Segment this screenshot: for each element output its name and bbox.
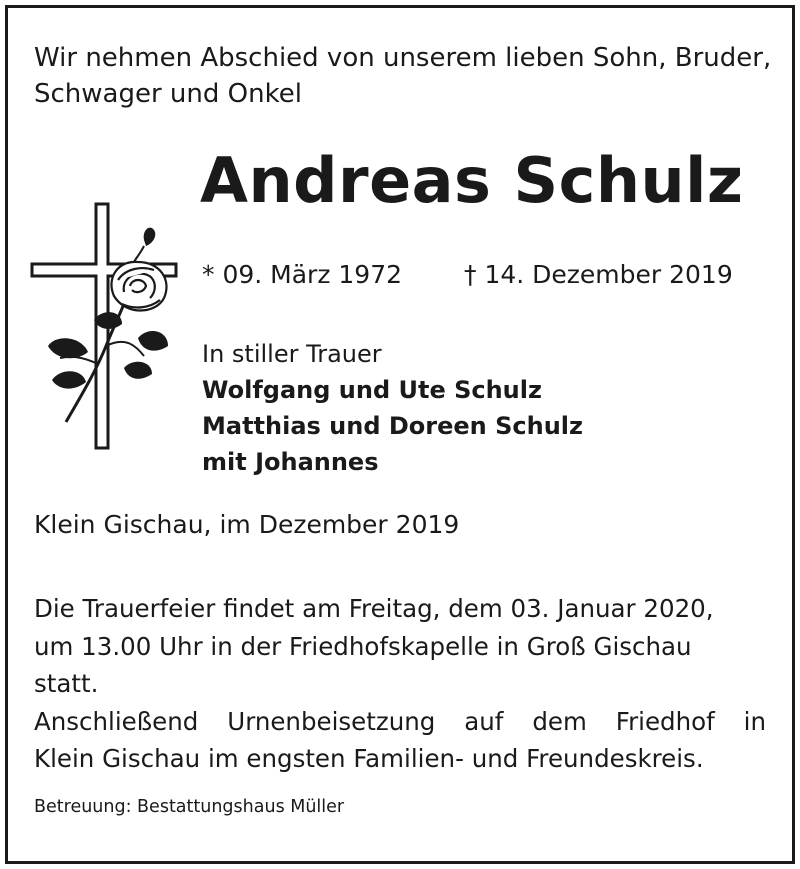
ceremony-line: Die Trauerfeier findet am Freitag, dem 03. Januar 2020,: [34, 594, 714, 623]
intro-text: [34, 40, 771, 112]
place-and-date: Klein Gischau, im Dezember 2019: [34, 510, 460, 539]
leaf-icon: [52, 371, 86, 388]
rose-bud-icon: [144, 228, 156, 246]
rose-branch: [106, 342, 144, 356]
leaf-icon: [124, 362, 152, 379]
death-date: † 14. Dezember 2019: [464, 260, 733, 289]
funeral-home-credit: Betreuung: Bestattungshaus Müller: [34, 797, 345, 817]
ceremony-text: [34, 590, 766, 778]
cross-with-rose-icon: [26, 196, 186, 456]
birth-date: * 09. März 1972: [202, 260, 403, 289]
intro-line-2: Schwager und Onkel: [34, 79, 302, 109]
mourner-line: mit Johannes: [202, 448, 379, 476]
ceremony-line: Anschließend Urnenbeisetzung auf dem Friedhof in: [34, 706, 766, 736]
ceremony-line: um 13.00 Uhr in der Friedhofskapelle in Groß Gischau: [34, 631, 692, 661]
mourner-line: Wolfgang und Ute Schulz: [202, 376, 542, 404]
ceremony-line: Klein Gischau im engsten Familien- und Freundeskreis.: [34, 744, 704, 773]
bud-stem: [134, 246, 144, 262]
mourners-block: [202, 336, 583, 480]
leaf-icon: [48, 338, 88, 358]
deceased-name: Andreas Schulz: [200, 144, 744, 217]
rose-branch-left: [60, 357, 98, 364]
rose-icon: [111, 262, 166, 311]
leaf-icon: [138, 331, 168, 351]
mourners-heading: In stiller Trauer: [202, 340, 382, 368]
intro-line-1: Wir nehmen Abschied von unserem lieben Sohn, Bruder,: [34, 43, 772, 73]
mourner-line: Matthias und Doreen Schulz: [202, 412, 583, 440]
ceremony-line: statt.: [34, 669, 99, 698]
